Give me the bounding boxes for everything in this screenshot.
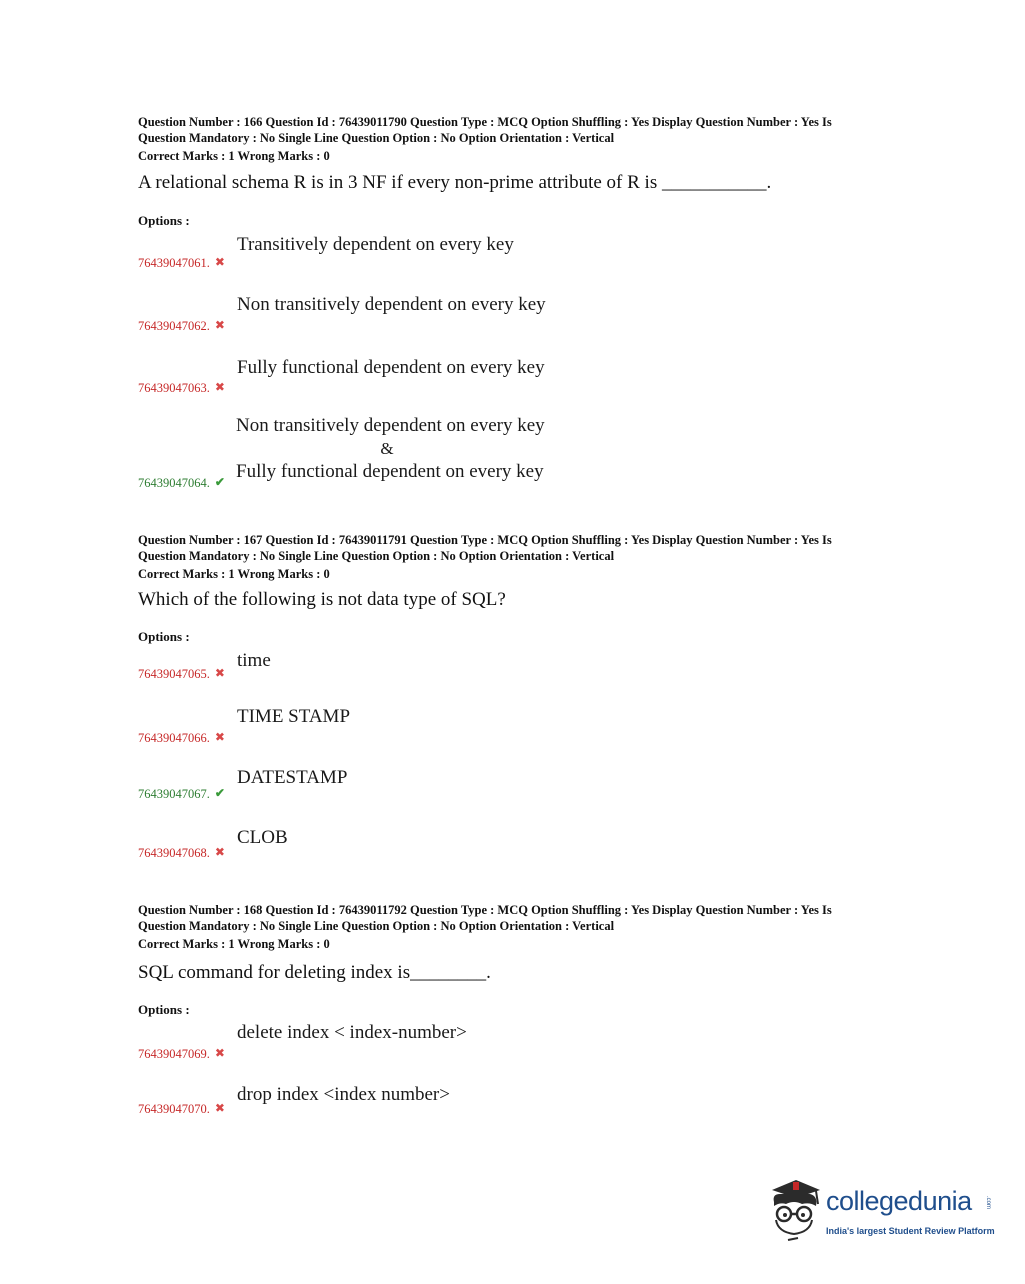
- option-text: time: [237, 650, 271, 671]
- option-id: 76439047062. ✖: [138, 318, 225, 333]
- option-text-line: Non transitively dependent on every key: [236, 415, 545, 436]
- logo-tagline: India's largest Student Review Platform: [826, 1226, 995, 1236]
- logo-tld: .com: [985, 1196, 991, 1210]
- option-id: 76439047061. ✖: [138, 255, 225, 270]
- wrong-mark-icon: ✖: [214, 666, 225, 680]
- option-id: 76439047070. ✖: [138, 1101, 225, 1116]
- question-168-meta: [138, 902, 898, 952]
- correct-check-icon: ✔: [214, 786, 225, 800]
- option-text: delete index < index-number>: [237, 1022, 467, 1043]
- wrong-mark-icon: ✖: [214, 380, 225, 394]
- question-166-meta: [138, 114, 898, 164]
- wrong-mark-icon: ✖: [214, 318, 225, 332]
- question-meta-line: Question Number : 166 Question Id : 76439011790 Question Type : MCQ Option Shuffling : Yes Display Question Number : Yes Is: [138, 115, 832, 129]
- wrong-mark-icon: ✖: [214, 1046, 225, 1060]
- option-text: Transitively dependent on every key: [237, 234, 514, 255]
- question-167-text: Which of the following is not data type of SQL?: [138, 589, 506, 610]
- option-id: 76439047069. ✖: [138, 1046, 225, 1061]
- question-168-text: SQL command for deleting index is________.: [138, 962, 491, 983]
- question-meta-line: Question Mandatory : No Single Line Question Option : No Option Orientation : Vertical: [138, 919, 615, 933]
- option-text: Fully functional dependent on every key: [237, 357, 545, 378]
- option-text-line: Fully functional dependent on every key: [236, 461, 544, 482]
- options-label: Options :: [138, 213, 190, 228]
- option-text: TIME STAMP: [237, 706, 351, 727]
- option-id: 76439047068. ✖: [138, 845, 225, 860]
- option-text: Non transitively dependent on every key: [237, 294, 546, 315]
- wrong-mark-icon: ✖: [214, 730, 225, 744]
- option-text: DATESTAMP: [237, 767, 348, 788]
- correct-check-icon: ✔: [214, 475, 225, 489]
- question-meta-line: Question Number : 168 Question Id : 76439011792 Question Type : MCQ Option Shuffling : Yes Display Question Number : Yes Is: [138, 903, 832, 917]
- question-166-text: A relational schema R is in 3 NF if every non-prime attribute of R is ___________.: [138, 172, 772, 193]
- option-id: 76439047063. ✖: [138, 380, 225, 395]
- options-label: Options :: [138, 1002, 190, 1017]
- option-text: drop index <index number>: [237, 1084, 450, 1105]
- question-167-meta: [138, 532, 898, 582]
- logo-wordmark: collegedunia: [826, 1186, 972, 1216]
- question-marks: Correct Marks : 1 Wrong Marks : 0: [138, 567, 330, 581]
- question-meta-line: Question Mandatory : No Single Line Question Option : No Option Orientation : Vertical: [138, 131, 615, 145]
- option-id: 76439047065. ✖: [138, 666, 225, 681]
- option-text-multiline: [236, 414, 545, 483]
- option-id: 76439047064. ✔: [138, 475, 225, 490]
- question-marks: Correct Marks : 1 Wrong Marks : 0: [138, 937, 330, 951]
- wrong-mark-icon: ✖: [214, 845, 225, 859]
- option-id: 76439047067. ✔: [138, 786, 225, 801]
- collegedunia-logo: [766, 1176, 996, 1248]
- question-marks: Correct Marks : 1 Wrong Marks : 0: [138, 149, 330, 163]
- option-text-line: &: [380, 439, 394, 458]
- question-meta-line: Question Number : 167 Question Id : 76439011791 Question Type : MCQ Option Shuffling : Yes Display Question Number : Yes Is: [138, 533, 832, 547]
- wrong-mark-icon: ✖: [214, 1101, 225, 1115]
- options-label: Options :: [138, 629, 190, 644]
- option-text: CLOB: [237, 827, 288, 848]
- wrong-mark-icon: ✖: [214, 255, 225, 269]
- mascot-icon: [766, 1176, 824, 1244]
- option-id: 76439047066. ✖: [138, 730, 225, 745]
- question-meta-line: Question Mandatory : No Single Line Question Option : No Option Orientation : Vertical: [138, 549, 615, 563]
